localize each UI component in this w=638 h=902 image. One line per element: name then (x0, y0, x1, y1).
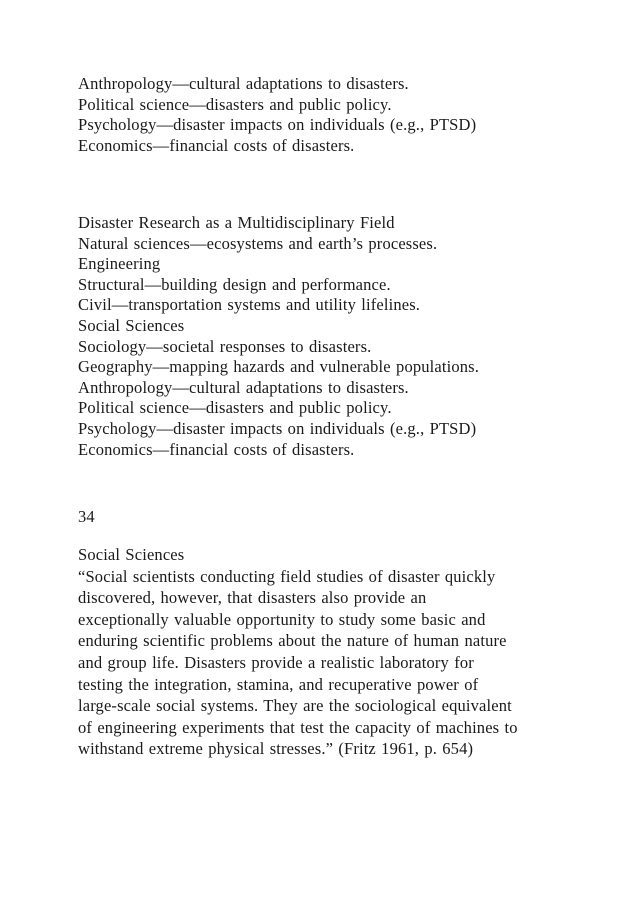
text-line: Sociology—societal responses to disasters. (78, 336, 372, 356)
text-line: Psychology—disaster impacts on individuals (e.g., PTSD) (78, 115, 477, 135)
text-line: Geography—mapping hazards and vulnerable populations. (78, 357, 479, 377)
quote-line: “Social scientists conducting field studies of disaster quickly (78, 566, 496, 586)
text-line: Anthropology—cultural adaptations to disasters. (78, 74, 409, 93)
page-number (78, 507, 598, 528)
text-line: Natural sciences—ecosystems and earth’s processes. (78, 233, 438, 253)
quote-line: enduring scientific problems about the nature of human nature (78, 631, 507, 651)
quote-line: exceptionally valuable opportunity to study some basic and (78, 609, 486, 629)
text-line: Anthropology—cultural adaptations to disasters. (78, 377, 409, 397)
text-line: Political science—disasters and public policy. (78, 398, 392, 418)
page-number-text: 34 (78, 507, 95, 526)
text-line: Political science—disasters and public policy. (78, 94, 392, 114)
quote-line: and group life. Disasters provide a realistic laboratory for (78, 652, 474, 672)
quote-line: of engineering experiments that test the capacity of machines to (78, 717, 518, 737)
section-heading: Disaster Research as a Multidisciplinary Field (78, 213, 395, 232)
text-line: Structural—building design and performance. (78, 274, 391, 294)
section-heading: Social Sciences (78, 545, 185, 564)
discipline-list-top (78, 74, 598, 156)
text-line: Economics—financial costs of disasters. (78, 135, 355, 155)
text-line: Social Sciences (78, 315, 185, 335)
text-line: Economics—financial costs of disasters. (78, 439, 355, 459)
quote-line: withstand extreme physical stresses.” (Fritz 1961, p. 654) (78, 739, 474, 759)
quote-line: discovered, however, that disasters also provide an (78, 588, 427, 608)
quote-line: large-scale social systems. They are the sociological equivalent (78, 696, 512, 716)
quote-line: testing the integration, stamina, and recuperative power of (78, 674, 479, 694)
social-sciences-quote (78, 544, 598, 760)
text-line: Psychology—disaster impacts on individuals (e.g., PTSD) (78, 418, 477, 438)
multidisciplinary-field-section (78, 213, 598, 460)
text-line: Engineering (78, 254, 161, 274)
text-line: Civil—transportation systems and utility lifelines. (78, 295, 421, 315)
